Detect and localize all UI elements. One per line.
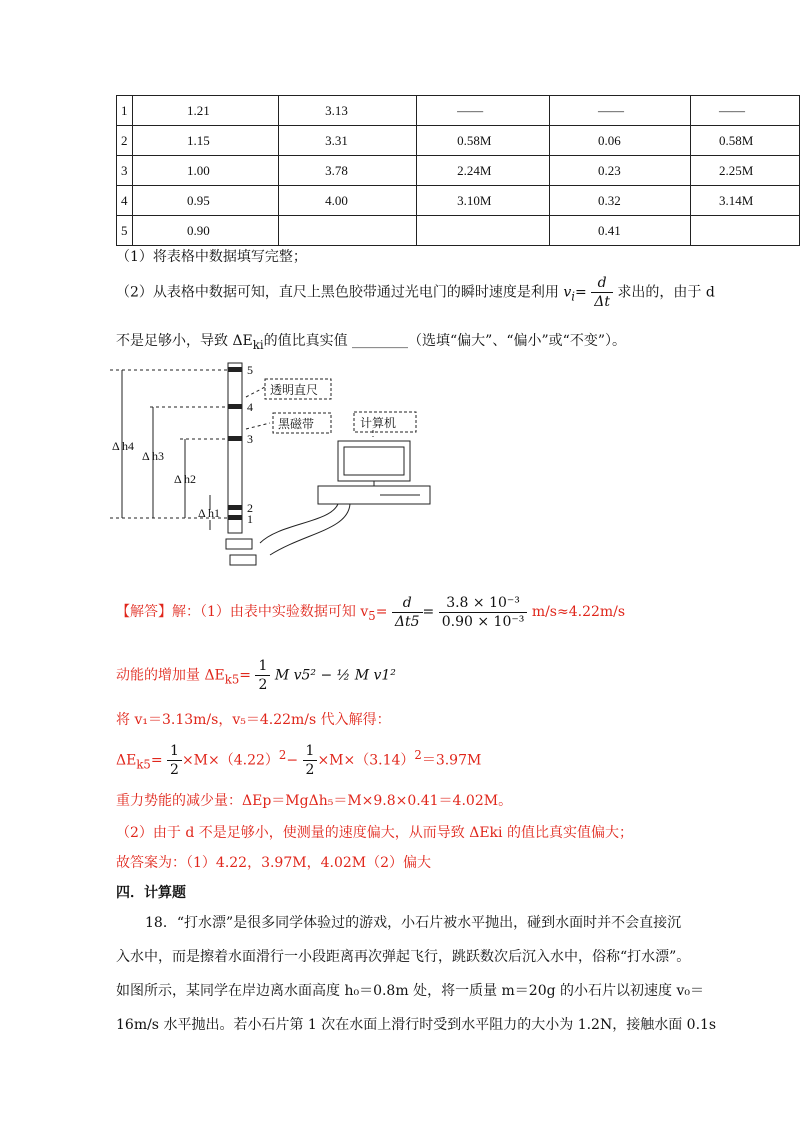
problem-line-4: 16m/s 水平抛出。若小石片第 1 次在水面上滑行时受到水平阻力的大小为 1.2N，接触水面 0.1s [116,1017,717,1033]
tape-label: 黑磁带 [278,417,315,431]
answer-l1-sub: 5 [368,608,376,623]
table-cell: 0.90 [133,216,279,246]
question-2-line1: （2）从表格中数据可知，直尺上黑色胶带通过光电门的瞬时速度是利用 $v_i=$ $\frac{d}{\Delta t}$ 求出的，由于 d [116,275,715,310]
answer-line-3: 将 v₁＝3.13m/s，v₅＝4.22m/s 代入解得： [116,712,391,728]
table-cell [690,216,799,246]
answer-l1-a: 解：（1）由表中实验数据可知 v [172,604,369,620]
section-heading: 四．计算题 [116,885,186,901]
answer-half: $\frac{1}{2}$ [255,657,270,694]
mark-2: 2 [247,501,253,515]
formula-v-sub: i [571,289,576,304]
table-row [117,156,800,186]
answer-l4-a: ΔE [116,752,137,769]
apparatus-diagram [110,355,450,575]
table-cell: 1.21 [133,96,279,126]
answer-l2-sub: k5 [224,672,240,687]
mark-4: 4 [247,400,253,414]
answer-line-4: $\Delta E_{k5}=$ $\frac{1}{2}$ $\times M\times(4.22)^2-$ $\frac{1}{2}$ $\times M\times(3.14)^2=3.97M$ [116,743,482,779]
answer-l4-d: ＝3.97M [421,752,482,769]
formula-num: d [591,274,613,293]
answer-frac-2-den: 0.90 × 10⁻³ [441,613,525,630]
problem-line-1: 18．“打水漂”是很多同学体验过的游戏，小石片被水平抛出，碰到水面时并不会直接沉 [145,915,682,931]
answer-line-6: （2）由于 d 不是足够小，使测量的速度偏大，从而导致 ΔEki 的值比真实值偏大； [116,825,633,841]
answer-l2-a: 动能的增加量 ΔE [116,667,225,684]
question-2-text-a: （2）从表格中数据可知，直尺上黑色胶带通过光电门的瞬时速度是利用 [116,284,559,301]
table-cell: 0.58M [690,126,799,156]
answer-frac-1 [392,594,423,631]
table-cell: 4 [117,186,133,216]
table-cell: 0.23 [549,156,690,186]
table-cell: 0.06 [549,126,690,156]
ruler-label: 透明直尺 [270,383,319,397]
table-cell: 3.13 [279,96,417,126]
formula-v: v [563,284,572,301]
question-2-sub: ki [252,337,264,352]
table-cell: 2 [117,126,133,156]
answer-line-7: 故答案为：（1）4.22，3.97M，4.02M（2）偏大 [116,855,431,871]
answer-l4-half-2: $\frac{1}{2}$ [303,742,318,779]
table-cell: 3 [117,156,133,186]
answer-tag: 【解答】 [116,604,172,620]
formula-den: Δt [594,294,610,310]
table-row [117,126,800,156]
table-cell: 3.10M [417,186,550,216]
answer-l4-half-1: $\frac{1}{2}$ [167,742,182,779]
formula-fraction [591,274,613,311]
table-cell: —— [417,96,550,126]
dim-h4: Δ h4 [112,439,135,453]
table-cell: 3.78 [279,156,417,186]
answer-frac-2 [439,594,528,631]
table-cell: 0.41 [549,216,690,246]
answer-line-5: 重力势能的减少量：ΔEp＝MgΔh₅＝M×9.8×0.41＝4.02M。 [116,793,513,809]
computer-label: 计算机 [360,416,397,430]
dim-h3: Δ h3 [142,449,165,463]
answer-l4-b: ×M×（4.22） [181,752,279,769]
table-cell [417,216,550,246]
table-cell: 1.00 [133,156,279,186]
table-cell: 3.14M [690,186,799,216]
table-cell: 0.58M [417,126,550,156]
table-cell: —— [690,96,799,126]
answer-l4-sub: k5 [136,757,151,772]
answer-frac-1-num: d [392,594,423,613]
table-row [117,216,800,246]
problem-line-3: 如图所示，某同学在岸边离水面高度 h₀＝0.8m 处，将一质量 m＝20g 的小石片以初速度 v₀＝ [116,983,704,999]
question-1: （1）将表格中数据填写完整； [116,249,307,265]
question-2-line2 [116,330,626,352]
table-cell: 1 [117,96,133,126]
table-cell: 4.00 [279,186,417,216]
answer-frac-2-num: 3.8 × 10⁻³ [439,594,528,613]
table-row [117,96,800,126]
table-cell: 3.31 [279,126,417,156]
question-2-text-b: 求出的，由于 d [617,284,715,301]
dim-h2: Δ h2 [174,472,197,486]
answer-l2-expr: M v5² − ½ M v1² [274,667,396,684]
table-row [117,186,800,216]
mark-5: 5 [247,363,253,377]
answer-frac-1-den: Δt5 [394,613,420,630]
answer-line-1: 【解答】解：（1）由表中实验数据可知 $v_5=$ $\frac{d}{\Delta t5}$ = $\frac{\text{3.8 × 10⁻³}}{\text{0.90 × 10⁻³}}$ m/s≈4.22m/s [116,594,626,630]
problem-line-2: 入水中，而是擦着水面滑行一小段距离再次弹起飞行，跳跃数次后沉入水中，俗称“打水漂”。 [116,949,691,965]
table-cell: 0.95 [133,186,279,216]
answer-l2-eq: = [239,667,251,684]
question-2-text-c: 不是足够小，导致 ΔE [116,333,253,349]
table-cell: —— [549,96,690,126]
dim-h1: Δ h1 [198,506,221,520]
table-cell: 1.15 [133,126,279,156]
answer-l1-b: m/s≈4.22m/s [531,604,626,620]
mark-3: 3 [247,432,253,446]
table-cell [279,216,417,246]
table-cell: 5 [117,216,133,246]
mark-1: 1 [247,512,253,526]
answer-line-2 [116,657,396,697]
question-2-text-d: 的值比真实值 ________（选填“偏大”、“偏小”或“不变”）。 [263,333,626,349]
data-table [116,95,800,246]
answer-l4-c: ×M×（3.14） [317,752,415,769]
table-cell: 2.25M [690,156,799,186]
table-cell: 2.24M [417,156,550,186]
table-cell: 0.32 [549,186,690,216]
